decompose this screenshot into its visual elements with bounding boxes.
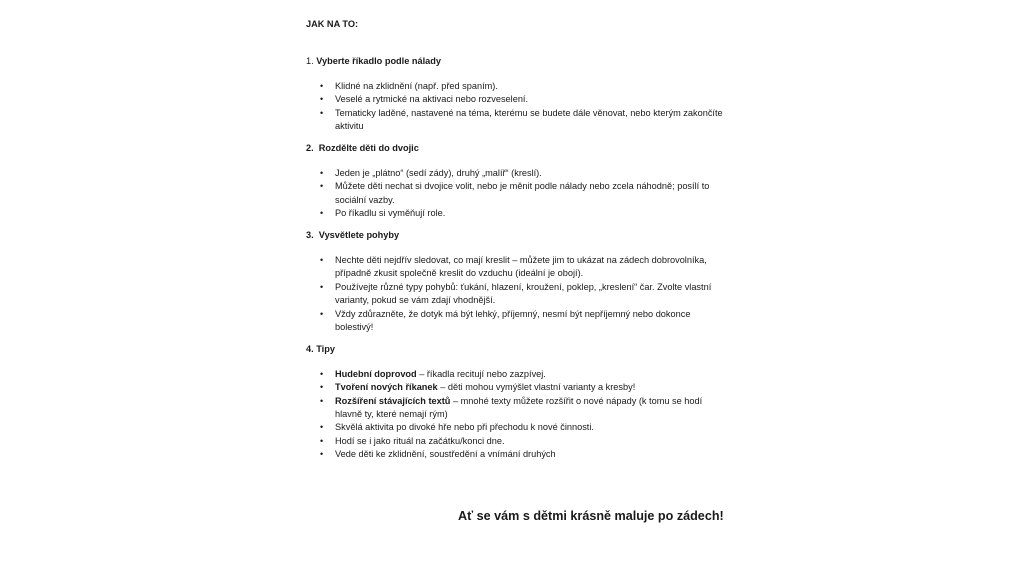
section-4-number: 4. xyxy=(306,344,314,355)
section-3-list xyxy=(306,254,726,334)
bullet-icon: • xyxy=(320,94,324,105)
section-1 xyxy=(306,55,726,133)
bullet-icon: • xyxy=(320,107,324,118)
closing-line: Ať se vám s dětmi krásně maluje po zádech! xyxy=(458,509,724,523)
list-item-bold: Hudební doprovod xyxy=(335,368,417,379)
list-item-text: Vede děti ke zklidnění, soustředění a vnímání druhých xyxy=(335,449,556,460)
bullet-icon: • xyxy=(320,308,324,319)
list-item xyxy=(306,180,726,207)
bullet-icon: • xyxy=(320,435,324,446)
list-item-text: – mnohé texty můžete rozšířit o nové nápady (k tomu se hodí hlavně ty, které nemají rým) xyxy=(335,395,703,419)
list-item xyxy=(306,421,726,434)
section-1-heading xyxy=(306,55,726,68)
section-2-number: 2. xyxy=(306,143,314,154)
list-item xyxy=(306,167,726,180)
list-item-text: Hodí se i jako rituál na začátku/konci dne. xyxy=(335,435,505,446)
section-1-list xyxy=(306,80,726,134)
list-item xyxy=(306,80,726,93)
bullet-icon: • xyxy=(320,80,324,91)
bullet-icon: • xyxy=(320,449,324,460)
list-item-text: Můžete děti nechat si dvojice volit, nebo je měnit podle nálady nebo zcela náhodně; posílí to sociální vazby. xyxy=(335,181,710,205)
bullet-icon: • xyxy=(320,395,324,406)
list-item-text: Používejte různé typy pohybů: ťukání, hlazení, kroužení, poklep, „kreslení“ čar. Zvolte vlastní varianty, pokud se vám zdají vhodnější. xyxy=(335,281,712,306)
section-1-title: Vyberte říkadlo podle nálady xyxy=(316,56,441,67)
intro-heading: JAK NA TO: xyxy=(306,19,359,29)
section-3-heading xyxy=(306,229,726,242)
list-item-bold: Rozšíření stávajících textů xyxy=(335,395,451,406)
list-item xyxy=(306,93,726,106)
list-item xyxy=(306,254,726,281)
list-item-text: Klidné na zklidnění (např. před spaním). xyxy=(335,80,498,91)
section-2-title: Rozdělte děti do dvojic xyxy=(318,143,419,154)
section-2 xyxy=(306,142,726,220)
section-4-heading xyxy=(306,343,726,356)
list-item-text: Tematicky laděné, nastavené na téma, kterému se budete dále věnovat, nebo kterým zakončíte aktivitu xyxy=(335,107,723,132)
section-4-list xyxy=(306,368,726,462)
section-4 xyxy=(306,343,726,461)
list-item-bold: Tvoření nových říkanek xyxy=(335,382,438,393)
list-item-text: – říkadla recitují nebo zazpívej. xyxy=(416,368,546,379)
list-item xyxy=(306,435,726,448)
list-item-text: Po říkadlu si vyměňují role. xyxy=(335,208,446,219)
section-2-heading xyxy=(306,142,726,155)
list-item xyxy=(306,107,726,134)
section-4-title: Tipy xyxy=(316,344,335,355)
bullet-icon: • xyxy=(320,422,324,433)
section-3 xyxy=(306,229,726,334)
list-item xyxy=(306,395,726,422)
list-item-text: Nechte děti nejdřív sledovat, co mají kreslit – můžete jim to ukázat na zádech dobrovolníka, případně zkusit společně kreslit do vzduchu (ideální je obojí). xyxy=(335,254,707,279)
section-2-list xyxy=(306,167,726,221)
list-item xyxy=(306,308,726,335)
instructions-body xyxy=(306,18,726,471)
section-3-title: Vysvětlete pohyby xyxy=(318,230,400,241)
bullet-icon: • xyxy=(320,368,324,379)
bullet-icon: • xyxy=(320,382,324,393)
bullet-icon: • xyxy=(320,167,324,178)
section-1-number: 1. xyxy=(306,56,314,67)
list-item-text: – děti mohou vymýšlet vlastní varianty a kresby! xyxy=(437,382,636,393)
list-item xyxy=(306,381,726,394)
bullet-icon: • xyxy=(320,181,324,192)
list-item-text: Vždy zdůrazněte, že dotyk má být lehký, příjemný, nesmí být nepříjemný nebo dokonce bolestivý! xyxy=(335,308,691,332)
section-3-number: 3. xyxy=(306,230,314,241)
list-item-text: Veselé a rytmické na aktivaci nebo rozveselení. xyxy=(335,94,529,105)
list-item xyxy=(306,368,726,381)
bullet-icon: • xyxy=(320,281,324,292)
bullet-icon: • xyxy=(320,208,324,219)
list-item-text: Jeden je „plátno“ (sedí zády), druhý „malíř“ (kreslí). xyxy=(335,167,542,178)
list-item xyxy=(306,448,726,461)
list-item xyxy=(306,207,726,220)
list-item-text: Skvělá aktivita po divoké hře nebo při přechodu k nové činnosti. xyxy=(335,422,594,433)
list-item xyxy=(306,281,726,308)
bullet-icon: • xyxy=(320,254,324,265)
